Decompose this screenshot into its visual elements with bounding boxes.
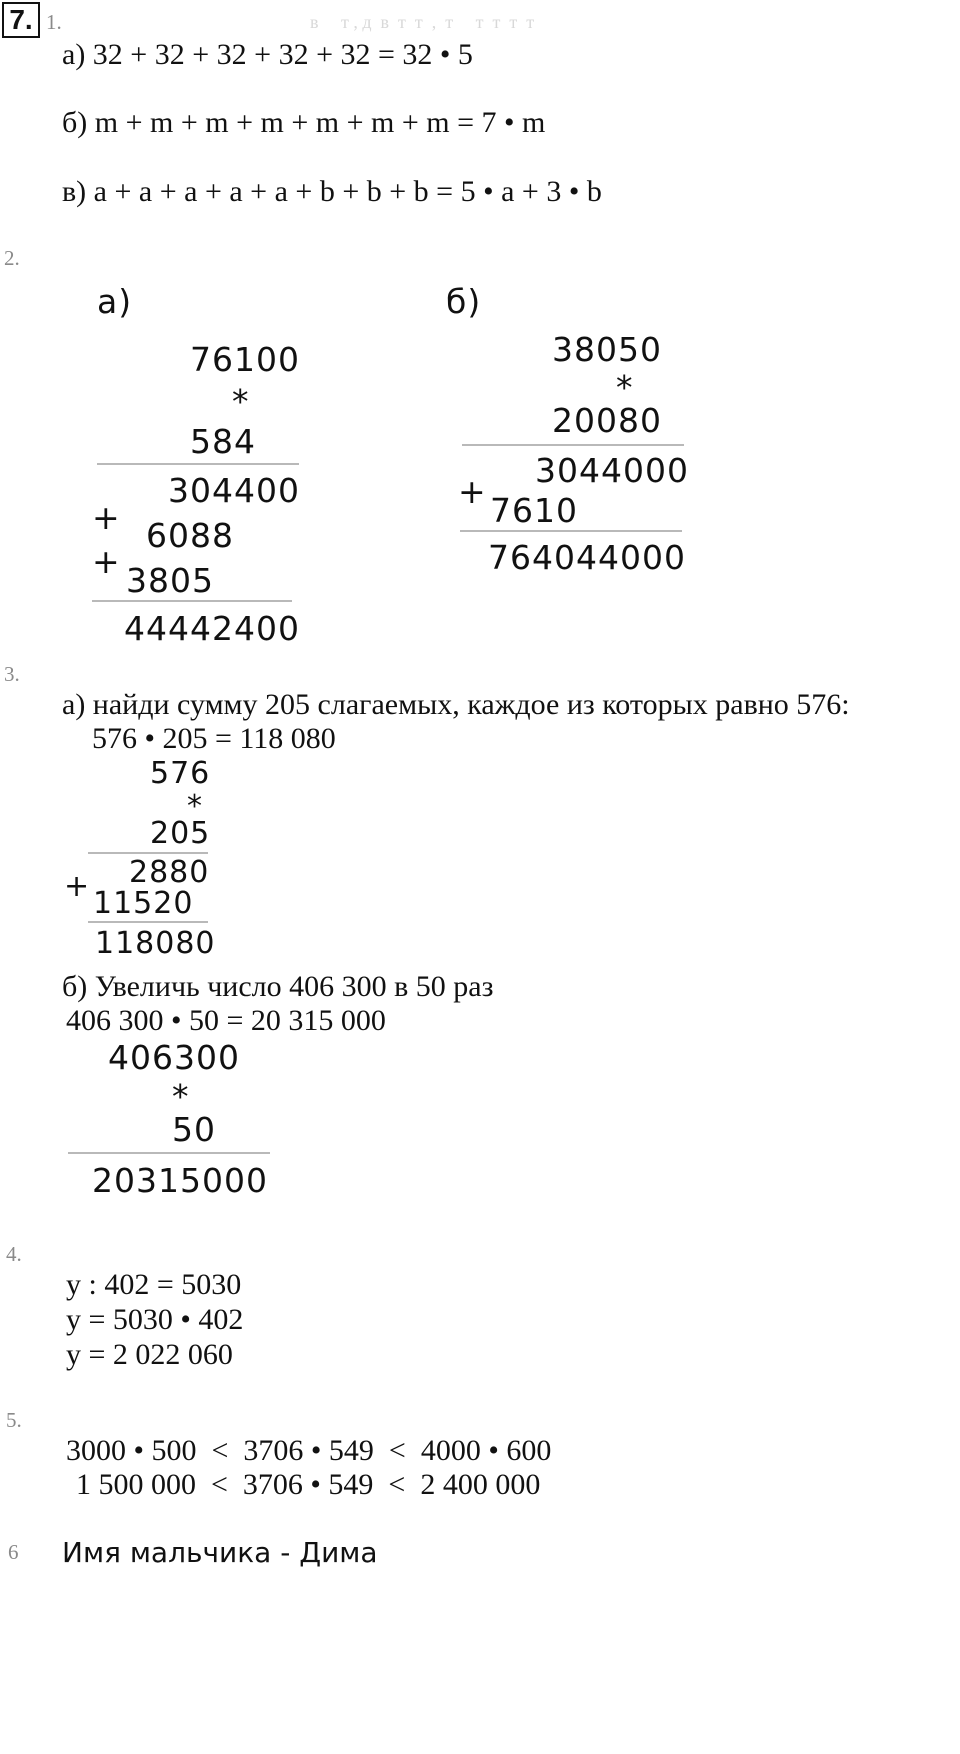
task-3b-text: б) Увеличь число 406 300 в 50 раз xyxy=(62,970,494,1003)
task-2a-multiplier: 584 xyxy=(190,422,256,461)
task-3a-multiply-sign: * xyxy=(187,789,203,824)
task-2a-rule-1 xyxy=(97,463,299,465)
task-3a-partial-1: 2880 xyxy=(129,855,210,890)
task-3a-text: а) найди сумму 205 слагаемых, каждое из которых равно 576: xyxy=(62,688,850,721)
task-1-number: 1. xyxy=(46,10,62,34)
exercise-number-badge: 7. xyxy=(2,2,40,38)
task-2b-multiplicand: 38050 xyxy=(552,330,662,369)
task-2b-multiplier: 20080 xyxy=(552,401,662,440)
task-2a-plus-1: + xyxy=(92,498,121,537)
task-2b-rule-1 xyxy=(462,444,684,446)
task-4-number: 4. xyxy=(6,1242,22,1266)
task-1-line-a: а) 32 + 32 + 32 + 32 + 32 = 32 • 5 xyxy=(62,38,473,71)
task-2a-result: 44442400 xyxy=(124,609,300,648)
task-2-number: 2. xyxy=(4,246,20,270)
task-3b-multiply-sign: * xyxy=(172,1077,190,1116)
task-5-line-2: 1 500 000 < 3706 • 549 < 2 400 000 xyxy=(76,1468,541,1501)
task-3b-multiplicand: 406300 xyxy=(108,1038,240,1077)
task-1-line-b: б) m + m + m + m + m + m + m = 7 • m xyxy=(62,106,546,139)
task-2a-partial-1: 304400 xyxy=(168,471,300,510)
task-2a-plus-2: + xyxy=(92,542,121,581)
task-2a-multiplicand: 76100 xyxy=(190,340,300,379)
task-2b-rule-2 xyxy=(460,530,682,532)
task-6-answer: Имя мальчика - Дима xyxy=(62,1536,378,1569)
task-1-line-c: в) a + a + a + a + a + b + b + b = 5 • a + 3 • b xyxy=(62,175,602,208)
task-3a-partial-2: 11520 xyxy=(93,886,194,921)
task-2b-plus: + xyxy=(458,472,487,511)
task-3a-multiplier: 205 xyxy=(150,816,211,851)
task-3b-result: 20315000 xyxy=(92,1161,268,1200)
task-2b-multiply-sign: * xyxy=(616,368,634,407)
task-2a-rule-2 xyxy=(92,600,292,602)
faded-header-text: в т , д в т т , т т т т т xyxy=(310,12,535,32)
task-3a-plus: + xyxy=(64,869,91,904)
task-2a-partial-2: 6088 xyxy=(146,516,234,555)
task-4-line-1: y : 402 = 5030 xyxy=(66,1268,242,1301)
task-2b-partial-2: 7610 xyxy=(490,491,578,530)
task-3a-rule-1 xyxy=(88,852,208,854)
task-3a-equation: 576 • 205 = 118 080 xyxy=(92,722,336,755)
task-3b-rule xyxy=(68,1152,270,1154)
task-2a-multiply-sign: * xyxy=(232,382,250,421)
task-5-number: 5. xyxy=(6,1408,22,1432)
task-4-line-2: y = 5030 • 402 xyxy=(66,1303,244,1336)
task-3b-multiplier: 50 xyxy=(172,1110,216,1149)
task-3a-multiplicand: 576 xyxy=(150,756,211,791)
task-2b-result: 764044000 xyxy=(488,538,686,577)
task-2a-partial-3: 3805 xyxy=(126,561,214,600)
task-4-line-3: y = 2 022 060 xyxy=(66,1338,233,1371)
task-6-number: 6 xyxy=(8,1540,19,1564)
task-3a-result: 118080 xyxy=(95,926,216,961)
task-2b-partial-1: 3044000 xyxy=(535,451,689,490)
task-3a-rule-2 xyxy=(88,921,208,923)
task-2a-label: а) xyxy=(97,282,133,321)
task-2b-label: б) xyxy=(446,282,482,321)
task-3-number: 3. xyxy=(4,662,20,686)
task-3b-equation: 406 300 • 50 = 20 315 000 xyxy=(66,1004,386,1037)
task-5-line-1: 3000 • 500 < 3706 • 549 < 4000 • 600 xyxy=(66,1434,552,1467)
